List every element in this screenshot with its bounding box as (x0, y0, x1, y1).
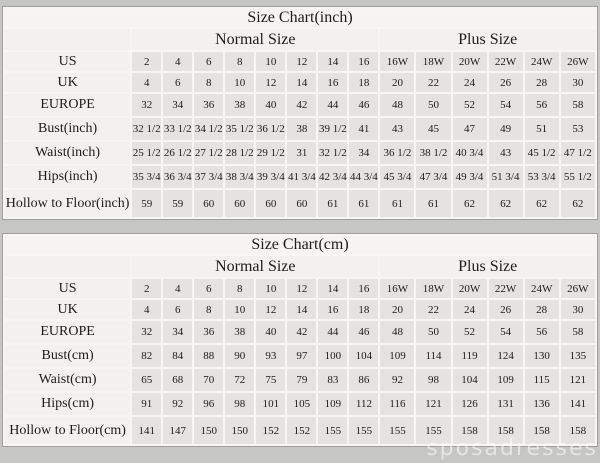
size-value-cell: 93 (255, 344, 286, 368)
size-value-cell: 61 (415, 189, 451, 218)
size-value-cell: 41 (348, 117, 379, 141)
size-value-cell: 50 (415, 93, 451, 117)
size-value-cell: 114 (415, 344, 451, 368)
size-value-cell: 24W (524, 51, 560, 72)
table-row (4, 278, 596, 299)
size-value-cell: 6 (193, 51, 224, 72)
size-value-cell: 92 (162, 392, 193, 416)
size-value-cell: 45 (415, 117, 451, 141)
size-chart-cm (2, 233, 598, 447)
size-value-cell: 150 (193, 416, 224, 445)
size-value-cell: 4 (131, 72, 162, 93)
size-value-cell: 155 (348, 416, 379, 445)
size-value-cell: 32 (131, 93, 162, 117)
row-label: UK (4, 72, 131, 93)
size-value-cell: 79 (286, 368, 317, 392)
size-value-cell: 16 (317, 72, 348, 93)
size-value-cell: 4 (162, 278, 193, 299)
size-value-cell: 49 3/4 (452, 165, 488, 189)
size-value-cell: 70 (193, 368, 224, 392)
size-value-cell: 10 (224, 299, 255, 320)
size-value-cell: 84 (162, 344, 193, 368)
size-value-cell: 42 3/4 (317, 165, 348, 189)
size-value-cell: 40 3/4 (452, 141, 488, 165)
size-value-cell: 25 1/2 (131, 141, 162, 165)
size-value-cell: 42 (286, 93, 317, 117)
size-value-cell: 16 (348, 278, 379, 299)
size-value-cell: 116 (379, 392, 415, 416)
size-value-cell: 109 (488, 368, 524, 392)
size-value-cell: 49 (488, 117, 524, 141)
size-value-cell: 88 (193, 344, 224, 368)
size-value-cell: 72 (224, 368, 255, 392)
row-label: Waist(cm) (4, 368, 131, 392)
size-value-cell: 62 (524, 189, 560, 218)
size-value-cell: 136 (524, 392, 560, 416)
size-value-cell: 24W (524, 278, 560, 299)
normal-size-header: Normal Size (131, 255, 379, 278)
size-value-cell: 14 (286, 72, 317, 93)
size-value-cell: 4 (162, 51, 193, 72)
size-value-cell: 30 (560, 299, 596, 320)
table-title-row (4, 8, 596, 28)
size-value-cell: 24 (452, 72, 488, 93)
size-value-cell: 155 (379, 416, 415, 445)
size-value-cell: 52 (452, 320, 488, 344)
table-row (4, 368, 596, 392)
row-label: UK (4, 299, 131, 320)
size-value-cell: 52 (452, 93, 488, 117)
size-value-cell: 38 (286, 117, 317, 141)
size-value-cell: 6 (193, 278, 224, 299)
size-value-cell: 12 (255, 299, 286, 320)
size-value-cell: 100 (317, 344, 348, 368)
table-title: Size Chart(inch) (4, 8, 596, 28)
size-value-cell: 39 1/2 (317, 117, 348, 141)
table-row (4, 344, 596, 368)
size-value-cell: 48 (379, 320, 415, 344)
size-value-cell: 51 3/4 (488, 165, 524, 189)
size-value-cell: 54 (488, 320, 524, 344)
size-value-cell: 26 (488, 72, 524, 93)
size-value-cell: 44 3/4 (348, 165, 379, 189)
size-value-cell: 18 (348, 72, 379, 93)
size-value-cell: 42 (286, 320, 317, 344)
size-value-cell: 55 1/2 (560, 165, 596, 189)
size-value-cell: 36 (193, 93, 224, 117)
row-label: US (4, 51, 131, 72)
size-value-cell: 12 (286, 278, 317, 299)
size-value-cell: 35 3/4 (131, 165, 162, 189)
size-value-cell: 28 (524, 299, 560, 320)
size-value-cell: 126 (452, 392, 488, 416)
size-value-cell: 65 (131, 368, 162, 392)
size-value-cell: 20W (452, 51, 488, 72)
size-value-cell: 34 (348, 141, 379, 165)
size-value-cell: 26W (560, 51, 596, 72)
size-value-cell: 38 (224, 93, 255, 117)
size-value-cell: 158 (452, 416, 488, 445)
size-value-cell: 33 1/2 (162, 117, 193, 141)
size-value-cell: 38 1/2 (415, 141, 451, 165)
size-value-cell: 22 (415, 299, 451, 320)
size-chart-cm-table (3, 234, 597, 446)
size-value-cell: 36 (193, 320, 224, 344)
row-label: Waist(inch) (4, 141, 131, 165)
size-value-cell: 46 (348, 93, 379, 117)
size-value-cell: 22W (488, 51, 524, 72)
size-value-cell: 98 (415, 368, 451, 392)
size-value-cell: 45 3/4 (379, 165, 415, 189)
table-row (4, 117, 596, 141)
size-value-cell: 20W (452, 278, 488, 299)
size-value-cell: 131 (488, 392, 524, 416)
row-label: Hips(cm) (4, 392, 131, 416)
size-value-cell: 90 (224, 344, 255, 368)
size-value-cell: 16 (348, 51, 379, 72)
size-value-cell: 8 (224, 278, 255, 299)
table-title-row (4, 235, 596, 255)
size-value-cell: 47 1/2 (560, 141, 596, 165)
table-row (4, 141, 596, 165)
size-value-cell: 18 (348, 299, 379, 320)
size-value-cell: 130 (524, 344, 560, 368)
table-row (4, 299, 596, 320)
size-value-cell: 54 (488, 93, 524, 117)
size-value-cell: 41 3/4 (286, 165, 317, 189)
size-value-cell: 2 (131, 278, 162, 299)
size-value-cell: 92 (379, 368, 415, 392)
size-value-cell: 43 (488, 141, 524, 165)
size-value-cell: 12 (286, 51, 317, 72)
watermark: sposadresses (426, 436, 598, 461)
plus-size-header: Plus Size (379, 28, 596, 51)
size-value-cell: 50 (415, 320, 451, 344)
size-value-cell: 36 1/2 (379, 141, 415, 165)
size-value-cell: 61 (379, 189, 415, 218)
table-row (4, 189, 596, 218)
size-value-cell: 96 (193, 392, 224, 416)
size-value-cell: 104 (348, 344, 379, 368)
size-value-cell: 32 1/2 (131, 117, 162, 141)
size-value-cell: 26 1/2 (162, 141, 193, 165)
table-row (4, 93, 596, 117)
size-value-cell: 56 (524, 93, 560, 117)
size-value-cell: 30 (560, 72, 596, 93)
size-group-header-row (4, 255, 596, 278)
size-value-cell: 34 (162, 320, 193, 344)
size-value-cell: 29 1/2 (255, 141, 286, 165)
size-value-cell: 56 (524, 320, 560, 344)
size-value-cell: 18W (415, 278, 451, 299)
size-value-cell: 8 (193, 299, 224, 320)
size-value-cell: 43 (379, 117, 415, 141)
size-value-cell: 150 (224, 416, 255, 445)
size-value-cell: 59 (131, 189, 162, 218)
size-value-cell: 40 (255, 93, 286, 117)
size-value-cell: 152 (286, 416, 317, 445)
size-value-cell: 101 (255, 392, 286, 416)
size-value-cell: 83 (317, 368, 348, 392)
size-value-cell: 147 (162, 416, 193, 445)
row-label: Hips(inch) (4, 165, 131, 189)
table-row (4, 51, 596, 72)
size-value-cell: 98 (224, 392, 255, 416)
size-value-cell: 31 (286, 141, 317, 165)
row-label: Hollow to Floor(cm) (4, 416, 131, 445)
size-value-cell: 47 3/4 (415, 165, 451, 189)
size-value-cell: 61 (317, 189, 348, 218)
size-chart-inch (2, 6, 598, 220)
size-value-cell: 155 (317, 416, 348, 445)
size-value-cell: 152 (255, 416, 286, 445)
size-value-cell: 58 (560, 320, 596, 344)
size-value-cell: 38 3/4 (224, 165, 255, 189)
size-value-cell: 82 (131, 344, 162, 368)
size-value-cell: 28 (524, 72, 560, 93)
size-value-cell: 121 (415, 392, 451, 416)
size-value-cell: 141 (560, 392, 596, 416)
size-value-cell: 109 (317, 392, 348, 416)
size-value-cell: 44 (317, 320, 348, 344)
size-value-cell: 48 (379, 93, 415, 117)
size-value-cell: 124 (488, 344, 524, 368)
size-value-cell: 27 1/2 (193, 141, 224, 165)
corner-cell (4, 255, 131, 278)
size-value-cell: 141 (131, 416, 162, 445)
size-value-cell: 158 (524, 416, 560, 445)
row-label: Bust(cm) (4, 344, 131, 368)
size-value-cell: 28 1/2 (224, 141, 255, 165)
size-value-cell: 46 (348, 320, 379, 344)
size-value-cell: 59 (162, 189, 193, 218)
size-value-cell: 32 1/2 (317, 141, 348, 165)
size-value-cell: 91 (131, 392, 162, 416)
size-value-cell: 35 1/2 (224, 117, 255, 141)
table-row (4, 416, 596, 445)
size-value-cell: 16W (379, 278, 415, 299)
plus-size-header: Plus Size (379, 255, 596, 278)
size-value-cell: 16W (379, 51, 415, 72)
size-value-cell: 37 3/4 (193, 165, 224, 189)
size-value-cell: 18W (415, 51, 451, 72)
size-value-cell: 53 (560, 117, 596, 141)
size-value-cell: 20 (379, 72, 415, 93)
size-value-cell: 155 (415, 416, 451, 445)
table-row (4, 392, 596, 416)
size-value-cell: 14 (317, 51, 348, 72)
size-value-cell: 104 (452, 368, 488, 392)
size-value-cell: 58 (560, 93, 596, 117)
size-value-cell: 16 (317, 299, 348, 320)
size-value-cell: 75 (255, 368, 286, 392)
size-value-cell: 20 (379, 299, 415, 320)
normal-size-header: Normal Size (131, 28, 379, 51)
size-value-cell: 115 (524, 368, 560, 392)
table-row (4, 165, 596, 189)
size-value-cell: 45 1/2 (524, 141, 560, 165)
size-value-cell: 158 (560, 416, 596, 445)
size-value-cell: 12 (255, 72, 286, 93)
table-row (4, 72, 596, 93)
size-value-cell: 4 (131, 299, 162, 320)
size-value-cell: 109 (379, 344, 415, 368)
size-value-cell: 119 (452, 344, 488, 368)
size-value-cell: 62 (488, 189, 524, 218)
size-value-cell: 53 3/4 (524, 165, 560, 189)
table-row (4, 320, 596, 344)
size-value-cell: 62 (560, 189, 596, 218)
size-value-cell: 22 (415, 72, 451, 93)
size-value-cell: 121 (560, 368, 596, 392)
row-label: EUROPE (4, 320, 131, 344)
size-value-cell: 62 (452, 189, 488, 218)
size-value-cell: 135 (560, 344, 596, 368)
size-value-cell: 51 (524, 117, 560, 141)
size-value-cell: 10 (224, 72, 255, 93)
size-chart-inch-table (3, 7, 597, 219)
size-value-cell: 97 (286, 344, 317, 368)
size-value-cell: 24 (452, 299, 488, 320)
size-value-cell: 34 (162, 93, 193, 117)
row-label: Hollow to Floor(inch) (4, 189, 131, 218)
row-label: EUROPE (4, 93, 131, 117)
size-value-cell: 61 (348, 189, 379, 218)
size-value-cell: 38 (224, 320, 255, 344)
size-value-cell: 26W (560, 278, 596, 299)
size-value-cell: 86 (348, 368, 379, 392)
size-value-cell: 105 (286, 392, 317, 416)
size-value-cell: 68 (162, 368, 193, 392)
size-value-cell: 112 (348, 392, 379, 416)
size-value-cell: 60 (193, 189, 224, 218)
size-value-cell: 26 (488, 299, 524, 320)
size-value-cell: 47 (452, 117, 488, 141)
size-value-cell: 14 (317, 278, 348, 299)
corner-cell (4, 28, 131, 51)
row-label: US (4, 278, 131, 299)
size-value-cell: 60 (286, 189, 317, 218)
size-value-cell: 36 3/4 (162, 165, 193, 189)
size-value-cell: 40 (255, 320, 286, 344)
table-title: Size Chart(cm) (4, 235, 596, 255)
size-value-cell: 44 (317, 93, 348, 117)
size-value-cell: 2 (131, 51, 162, 72)
size-value-cell: 39 3/4 (255, 165, 286, 189)
size-value-cell: 10 (255, 278, 286, 299)
size-value-cell: 22W (488, 278, 524, 299)
size-value-cell: 6 (162, 72, 193, 93)
size-group-header-row (4, 28, 596, 51)
size-value-cell: 36 1/2 (255, 117, 286, 141)
size-value-cell: 10 (255, 51, 286, 72)
size-value-cell: 34 1/2 (193, 117, 224, 141)
size-value-cell: 8 (224, 51, 255, 72)
size-value-cell: 14 (286, 299, 317, 320)
size-value-cell: 158 (488, 416, 524, 445)
size-value-cell: 8 (193, 72, 224, 93)
size-value-cell: 6 (162, 299, 193, 320)
size-value-cell: 60 (255, 189, 286, 218)
row-label: Bust(inch) (4, 117, 131, 141)
size-value-cell: 32 (131, 320, 162, 344)
size-value-cell: 60 (224, 189, 255, 218)
